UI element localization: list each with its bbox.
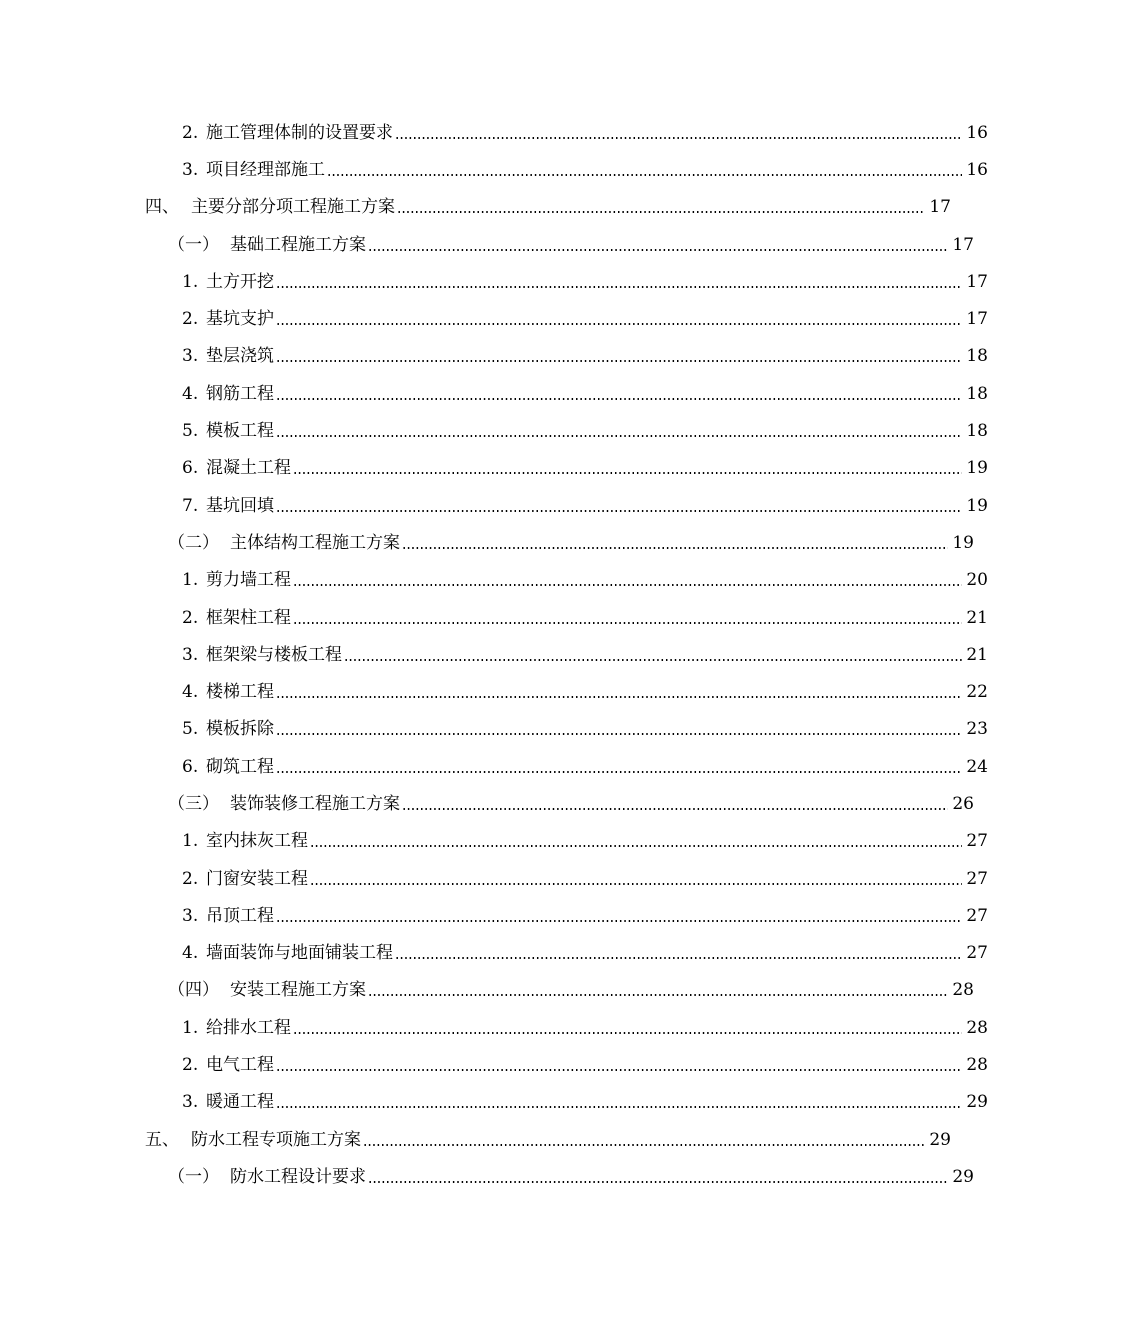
dot-leader bbox=[276, 435, 962, 437]
toc-entry-title: 安装工程施工方案 bbox=[230, 980, 366, 1001]
toc-entry-number: 3. bbox=[182, 159, 199, 180]
toc-entry-number: 6. bbox=[182, 756, 199, 777]
toc-entry-number: （四） bbox=[168, 980, 219, 1001]
toc-entry[interactable] bbox=[0, 1158, 1118, 1195]
toc-entry-number: 2. bbox=[182, 868, 199, 889]
toc-entry-title: 电气工程 bbox=[206, 1055, 274, 1076]
toc-entry-page-number: 19 bbox=[966, 495, 988, 516]
toc-entry[interactable] bbox=[0, 673, 1132, 710]
toc-entry-page-number: 18 bbox=[966, 383, 988, 404]
toc-entry[interactable] bbox=[0, 823, 1132, 860]
toc-entry-number: 2. bbox=[182, 1055, 199, 1076]
toc-entry[interactable] bbox=[0, 860, 1132, 897]
toc-entry-page-number: 17 bbox=[929, 197, 951, 218]
dot-leader bbox=[293, 584, 962, 586]
toc-entry-title: 防水工程专项施工方案 bbox=[191, 1129, 361, 1150]
toc-entry[interactable] bbox=[0, 785, 1118, 822]
toc-entry-title: 钢筋工程 bbox=[206, 383, 274, 404]
toc-entry-number: 2. bbox=[182, 607, 199, 628]
toc-entry-page-number: 26 bbox=[952, 793, 974, 814]
toc-entry-page-number: 21 bbox=[966, 607, 988, 628]
dot-leader bbox=[363, 1144, 925, 1146]
toc-entry[interactable] bbox=[0, 897, 1132, 934]
dot-leader bbox=[293, 1032, 962, 1034]
toc-entry[interactable] bbox=[0, 114, 1132, 151]
table-of-contents bbox=[0, 114, 988, 1196]
toc-entry[interactable] bbox=[0, 1009, 1132, 1046]
dot-leader bbox=[368, 1181, 948, 1183]
toc-entry-title: 给排水工程 bbox=[206, 1017, 291, 1038]
toc-entry[interactable] bbox=[0, 599, 1132, 636]
toc-entry-title: 吊顶工程 bbox=[206, 905, 274, 926]
dot-leader bbox=[276, 398, 962, 400]
toc-entry-page-number: 20 bbox=[966, 570, 988, 591]
dot-leader bbox=[276, 733, 962, 735]
toc-entry-page-number: 27 bbox=[966, 905, 988, 926]
toc-entry[interactable] bbox=[0, 300, 1132, 337]
toc-entry-number: 6. bbox=[182, 458, 199, 479]
toc-entry[interactable] bbox=[0, 748, 1132, 785]
toc-entry-page-number: 28 bbox=[966, 1055, 988, 1076]
toc-entry-number: （三） bbox=[168, 793, 219, 814]
dot-leader bbox=[395, 137, 962, 139]
toc-entry-number: 3. bbox=[182, 346, 199, 367]
toc-entry-page-number: 28 bbox=[966, 1017, 988, 1038]
toc-entry-page-number: 29 bbox=[966, 1092, 988, 1113]
toc-entry-number: 1. bbox=[182, 831, 199, 852]
toc-entry-title: 基础工程施工方案 bbox=[230, 234, 366, 255]
toc-entry-title: 剪力墙工程 bbox=[206, 570, 291, 591]
toc-entry-title: 防水工程设计要求 bbox=[230, 1166, 366, 1187]
toc-entry-title: 主要分部分项工程施工方案 bbox=[191, 197, 395, 218]
toc-entry-page-number: 27 bbox=[966, 831, 988, 852]
dot-leader bbox=[276, 1069, 962, 1071]
toc-entry[interactable] bbox=[0, 636, 1132, 673]
toc-entry-number: 3. bbox=[182, 905, 199, 926]
dot-leader bbox=[368, 249, 948, 251]
dot-leader bbox=[402, 808, 948, 810]
dot-leader bbox=[293, 472, 962, 474]
toc-entry-page-number: 18 bbox=[966, 421, 988, 442]
toc-entry-number: 1. bbox=[182, 570, 199, 591]
toc-entry-title: 框架梁与楼板工程 bbox=[206, 644, 342, 665]
toc-entry-title: 室内抹灰工程 bbox=[206, 831, 308, 852]
dot-leader bbox=[402, 547, 948, 549]
toc-entry-title: 墙面装饰与地面铺装工程 bbox=[206, 943, 393, 964]
toc-entry-number: 4. bbox=[182, 682, 199, 703]
toc-entry[interactable] bbox=[0, 412, 1132, 449]
toc-entry-number: 5. bbox=[182, 421, 199, 442]
toc-entry[interactable] bbox=[0, 1046, 1132, 1083]
toc-entry[interactable] bbox=[0, 935, 1132, 972]
dot-leader bbox=[310, 845, 962, 847]
toc-entry-title: 土方开挖 bbox=[206, 271, 274, 292]
toc-entry-title: 基坑回填 bbox=[206, 495, 274, 516]
toc-entry-page-number: 22 bbox=[966, 682, 988, 703]
toc-entry-number: （一） bbox=[168, 1166, 219, 1187]
toc-entry[interactable] bbox=[0, 562, 1132, 599]
toc-entry[interactable] bbox=[0, 1121, 1095, 1158]
dot-leader bbox=[276, 1106, 962, 1108]
toc-entry-number: 2. bbox=[182, 122, 199, 143]
toc-entry-number: 五、 bbox=[145, 1129, 179, 1150]
dot-leader bbox=[276, 920, 962, 922]
toc-entry-number: 3. bbox=[182, 1092, 199, 1113]
toc-entry-number: 3. bbox=[182, 644, 199, 665]
toc-entry-title: 门窗安装工程 bbox=[206, 868, 308, 889]
dot-leader bbox=[327, 174, 962, 176]
toc-entry-number: 4. bbox=[182, 383, 199, 404]
dot-leader bbox=[276, 696, 962, 698]
dot-leader bbox=[368, 994, 948, 996]
toc-entry-page-number: 27 bbox=[966, 868, 988, 889]
toc-entry-page-number: 19 bbox=[966, 458, 988, 479]
dot-leader bbox=[344, 659, 962, 661]
toc-entry-title: 暖通工程 bbox=[206, 1092, 274, 1113]
toc-entry[interactable] bbox=[0, 972, 1118, 1009]
toc-entry[interactable] bbox=[0, 450, 1132, 487]
dot-leader bbox=[276, 323, 962, 325]
dot-leader bbox=[395, 957, 962, 959]
toc-entry[interactable] bbox=[0, 189, 1095, 226]
dot-leader bbox=[276, 286, 962, 288]
toc-entry-page-number: 29 bbox=[952, 1166, 974, 1187]
toc-entry-page-number: 24 bbox=[966, 756, 988, 777]
toc-entry-title: 混凝土工程 bbox=[206, 458, 291, 479]
toc-entry-number: 4. bbox=[182, 943, 199, 964]
dot-leader bbox=[397, 211, 925, 213]
toc-entry-title: 垫层浇筑 bbox=[206, 346, 274, 367]
toc-entry-number: （一） bbox=[168, 234, 219, 255]
toc-entry-title: 项目经理部施工 bbox=[206, 159, 325, 180]
toc-entry-page-number: 18 bbox=[966, 346, 988, 367]
toc-entry-number: 5. bbox=[182, 719, 199, 740]
toc-entry[interactable] bbox=[0, 524, 1118, 561]
toc-entry-title: 框架柱工程 bbox=[206, 607, 291, 628]
toc-entry-page-number: 16 bbox=[966, 122, 988, 143]
toc-entry[interactable] bbox=[0, 487, 1132, 524]
toc-entry-title: 施工管理体制的设置要求 bbox=[206, 122, 393, 143]
toc-entry[interactable] bbox=[0, 263, 1132, 300]
dot-leader bbox=[276, 510, 962, 512]
toc-entry[interactable] bbox=[0, 1084, 1132, 1121]
toc-entry-number: 2. bbox=[182, 309, 199, 330]
toc-entry-number: 1. bbox=[182, 1017, 199, 1038]
toc-entry-title: 装饰装修工程施工方案 bbox=[230, 793, 400, 814]
toc-entry-number: 7. bbox=[182, 495, 199, 516]
toc-entry-page-number: 27 bbox=[966, 943, 988, 964]
toc-entry-page-number: 16 bbox=[966, 159, 988, 180]
toc-entry-page-number: 17 bbox=[966, 309, 988, 330]
toc-entry-number: 四、 bbox=[145, 197, 179, 218]
toc-entry[interactable] bbox=[0, 151, 1132, 188]
toc-entry-number: （二） bbox=[168, 532, 219, 553]
dot-leader bbox=[293, 622, 962, 624]
toc-entry-page-number: 29 bbox=[929, 1129, 951, 1150]
toc-entry-title: 基坑支护 bbox=[206, 309, 274, 330]
toc-entry-page-number: 17 bbox=[952, 234, 974, 255]
toc-entry-page-number: 23 bbox=[966, 719, 988, 740]
toc-entry[interactable] bbox=[0, 338, 1132, 375]
toc-entry-number: 1. bbox=[182, 271, 199, 292]
dot-leader bbox=[276, 771, 962, 773]
toc-entry-title: 楼梯工程 bbox=[206, 682, 274, 703]
dot-leader bbox=[310, 883, 962, 885]
toc-entry-title: 主体结构工程施工方案 bbox=[230, 532, 400, 553]
toc-entry[interactable] bbox=[0, 226, 1118, 263]
toc-entry-title: 砌筑工程 bbox=[206, 756, 274, 777]
toc-entry-page-number: 21 bbox=[966, 644, 988, 665]
dot-leader bbox=[276, 360, 962, 362]
toc-entry-page-number: 17 bbox=[966, 271, 988, 292]
toc-entry-page-number: 28 bbox=[952, 980, 974, 1001]
toc-entry-title: 模板工程 bbox=[206, 421, 274, 442]
toc-entry-page-number: 19 bbox=[952, 532, 974, 553]
toc-entry[interactable] bbox=[0, 711, 1132, 748]
toc-entry[interactable] bbox=[0, 375, 1132, 412]
toc-entry-title: 模板拆除 bbox=[206, 719, 274, 740]
